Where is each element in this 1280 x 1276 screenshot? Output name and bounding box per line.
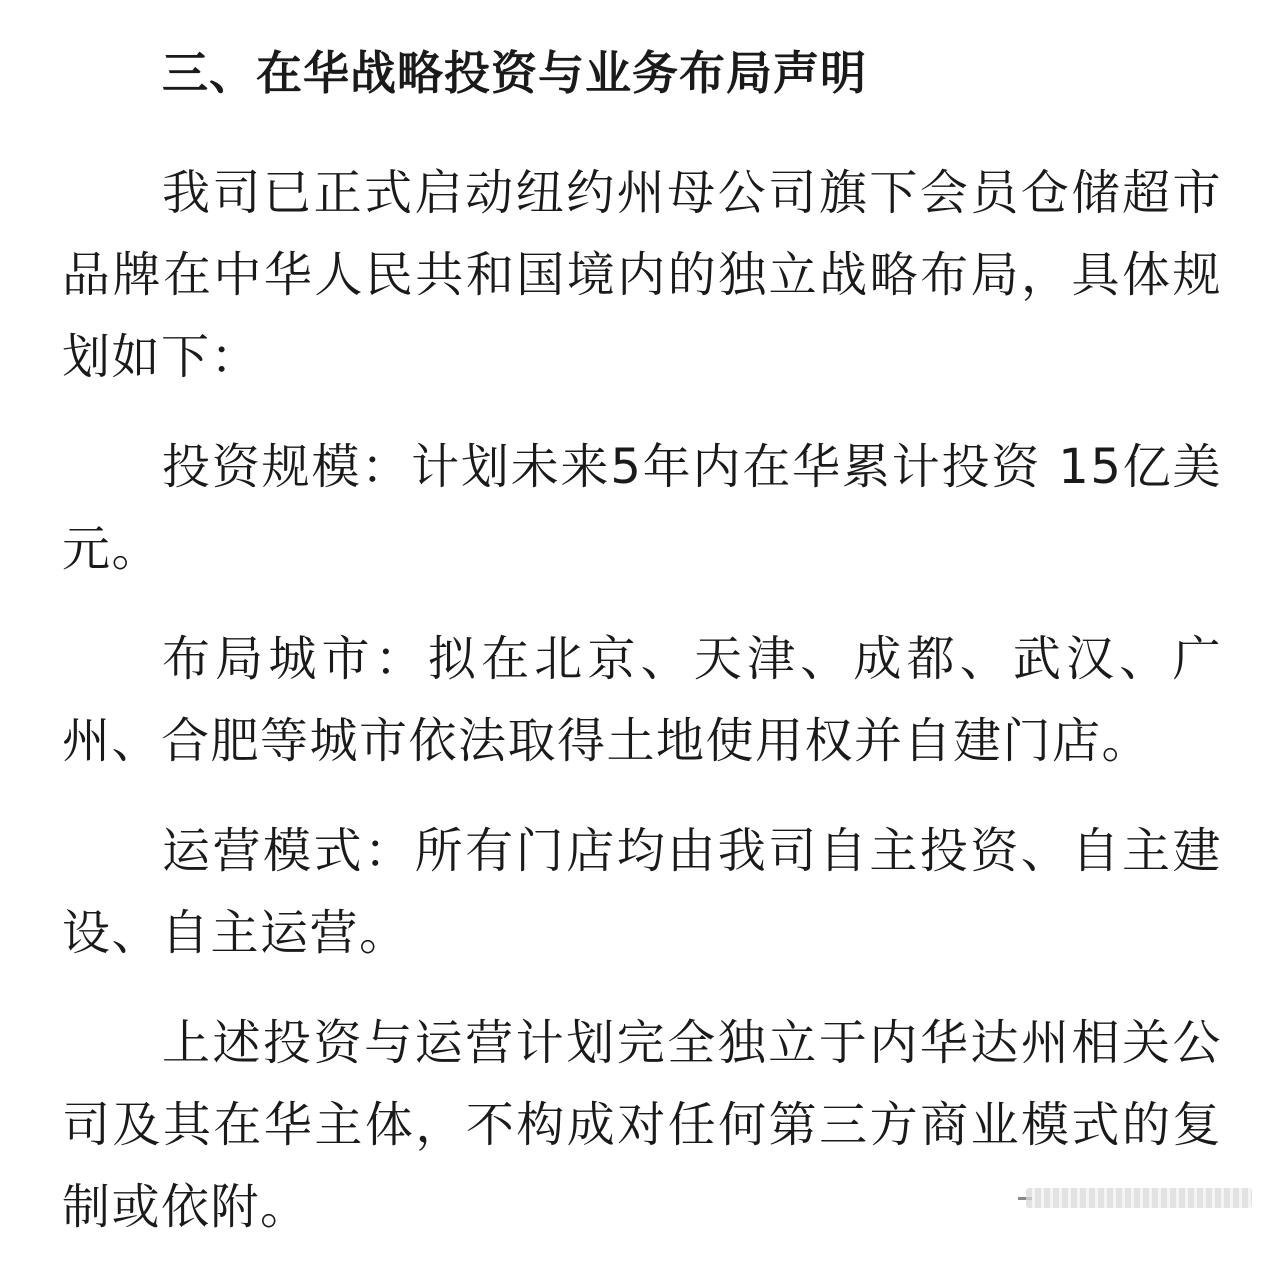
paragraph-independence-statement: 上述投资与运营计划完全独立于内华达州相关公司及其在华主体，不构成对任何第三方商业模式的复制或依附。 bbox=[62, 1015, 1222, 1235]
document-body bbox=[62, 38, 1222, 1276]
watermark-blur bbox=[1026, 1188, 1252, 1208]
paragraph-target-cities: 布局城市：拟在北京、天津、成都、武汉、广州、合肥等城市依法取得土地使用权并自建门店。 bbox=[62, 631, 1222, 769]
section-heading: 三、在华战略投资与业务布局声明 bbox=[162, 46, 867, 100]
paragraph-investment-scale: 投资规模：计划未来5年内在华累计投资 15亿美元。 bbox=[62, 439, 1222, 577]
paragraph-intro: 我司已正式启动纽约州母公司旗下会员仓储超市品牌在中华人民共和国境内的独立战略布局，具体规划如下： bbox=[62, 165, 1222, 385]
watermark bbox=[1018, 1182, 1258, 1216]
paragraph-operation-mode: 运营模式：所有门店均由我司自主投资、自主建设、自主运营。 bbox=[62, 823, 1222, 961]
